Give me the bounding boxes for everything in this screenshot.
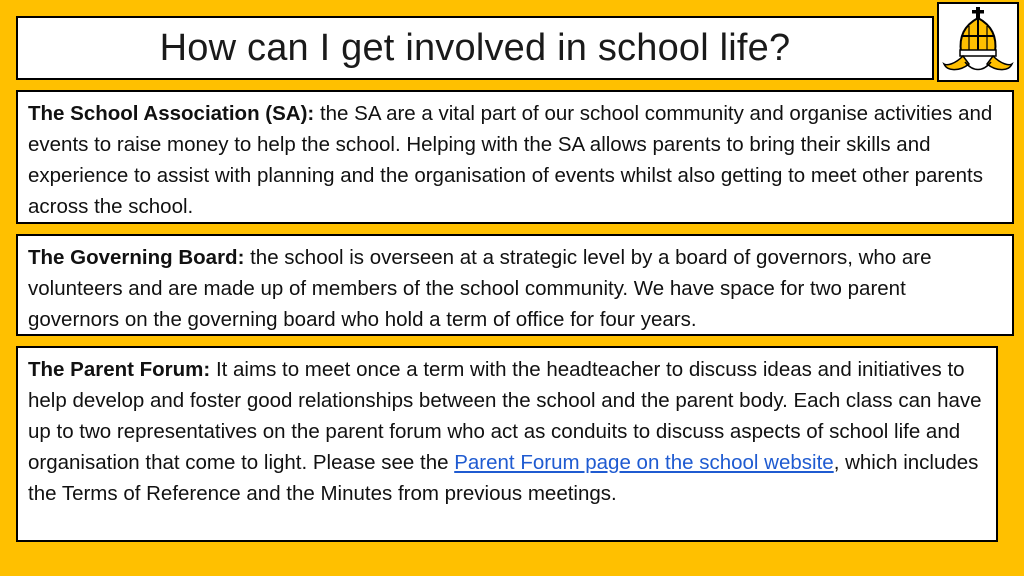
school-association-text xyxy=(28,98,1002,222)
school-association-heading: The School Association (SA): xyxy=(28,102,315,125)
parent-forum-body-start: It aims to meet once a term with the headteacher to discuss ideas and initiatives to help develop and foster good relationships between the school and the parent body. Each class can have up to two representatives on the parent forum who act as conduits to discuss aspects of school life and organisation that come to light. Please see the xyxy=(28,358,982,474)
parent-forum-heading: The Parent Forum: xyxy=(28,358,211,381)
slide-title: How can I get involved in school life? xyxy=(159,26,791,69)
school-logo xyxy=(937,2,1019,82)
parent-forum-text xyxy=(28,354,986,509)
governing-board-body: the school is overseen at a strategic level by a board of governors, who are volunteers and are made up of members of the school community. We have space for two parent governors on the governing board who hold a term of office for four years. xyxy=(28,246,932,331)
school-association-panel xyxy=(16,90,1014,224)
governing-board-text xyxy=(28,242,1002,335)
governing-board-panel xyxy=(16,234,1014,336)
parent-forum-body-end: , which includes the Terms of Reference and the Minutes from previous meetings. xyxy=(28,451,979,505)
bishop-mitre-crest-icon xyxy=(941,6,1015,78)
parent-forum-panel xyxy=(16,346,998,542)
school-association-body: the SA are a vital part of our school community and organise activities and events to raise money to help the school. Helping with the SA allows parents to bring their skills and experience to assist with planning and the organisation of events whilst also getting to meet other parents across the school. xyxy=(28,102,993,218)
governing-board-heading: The Governing Board: xyxy=(28,246,245,269)
title-banner xyxy=(16,16,934,80)
parent-forum-page-link[interactable]: Parent Forum page on the school website xyxy=(454,451,834,474)
